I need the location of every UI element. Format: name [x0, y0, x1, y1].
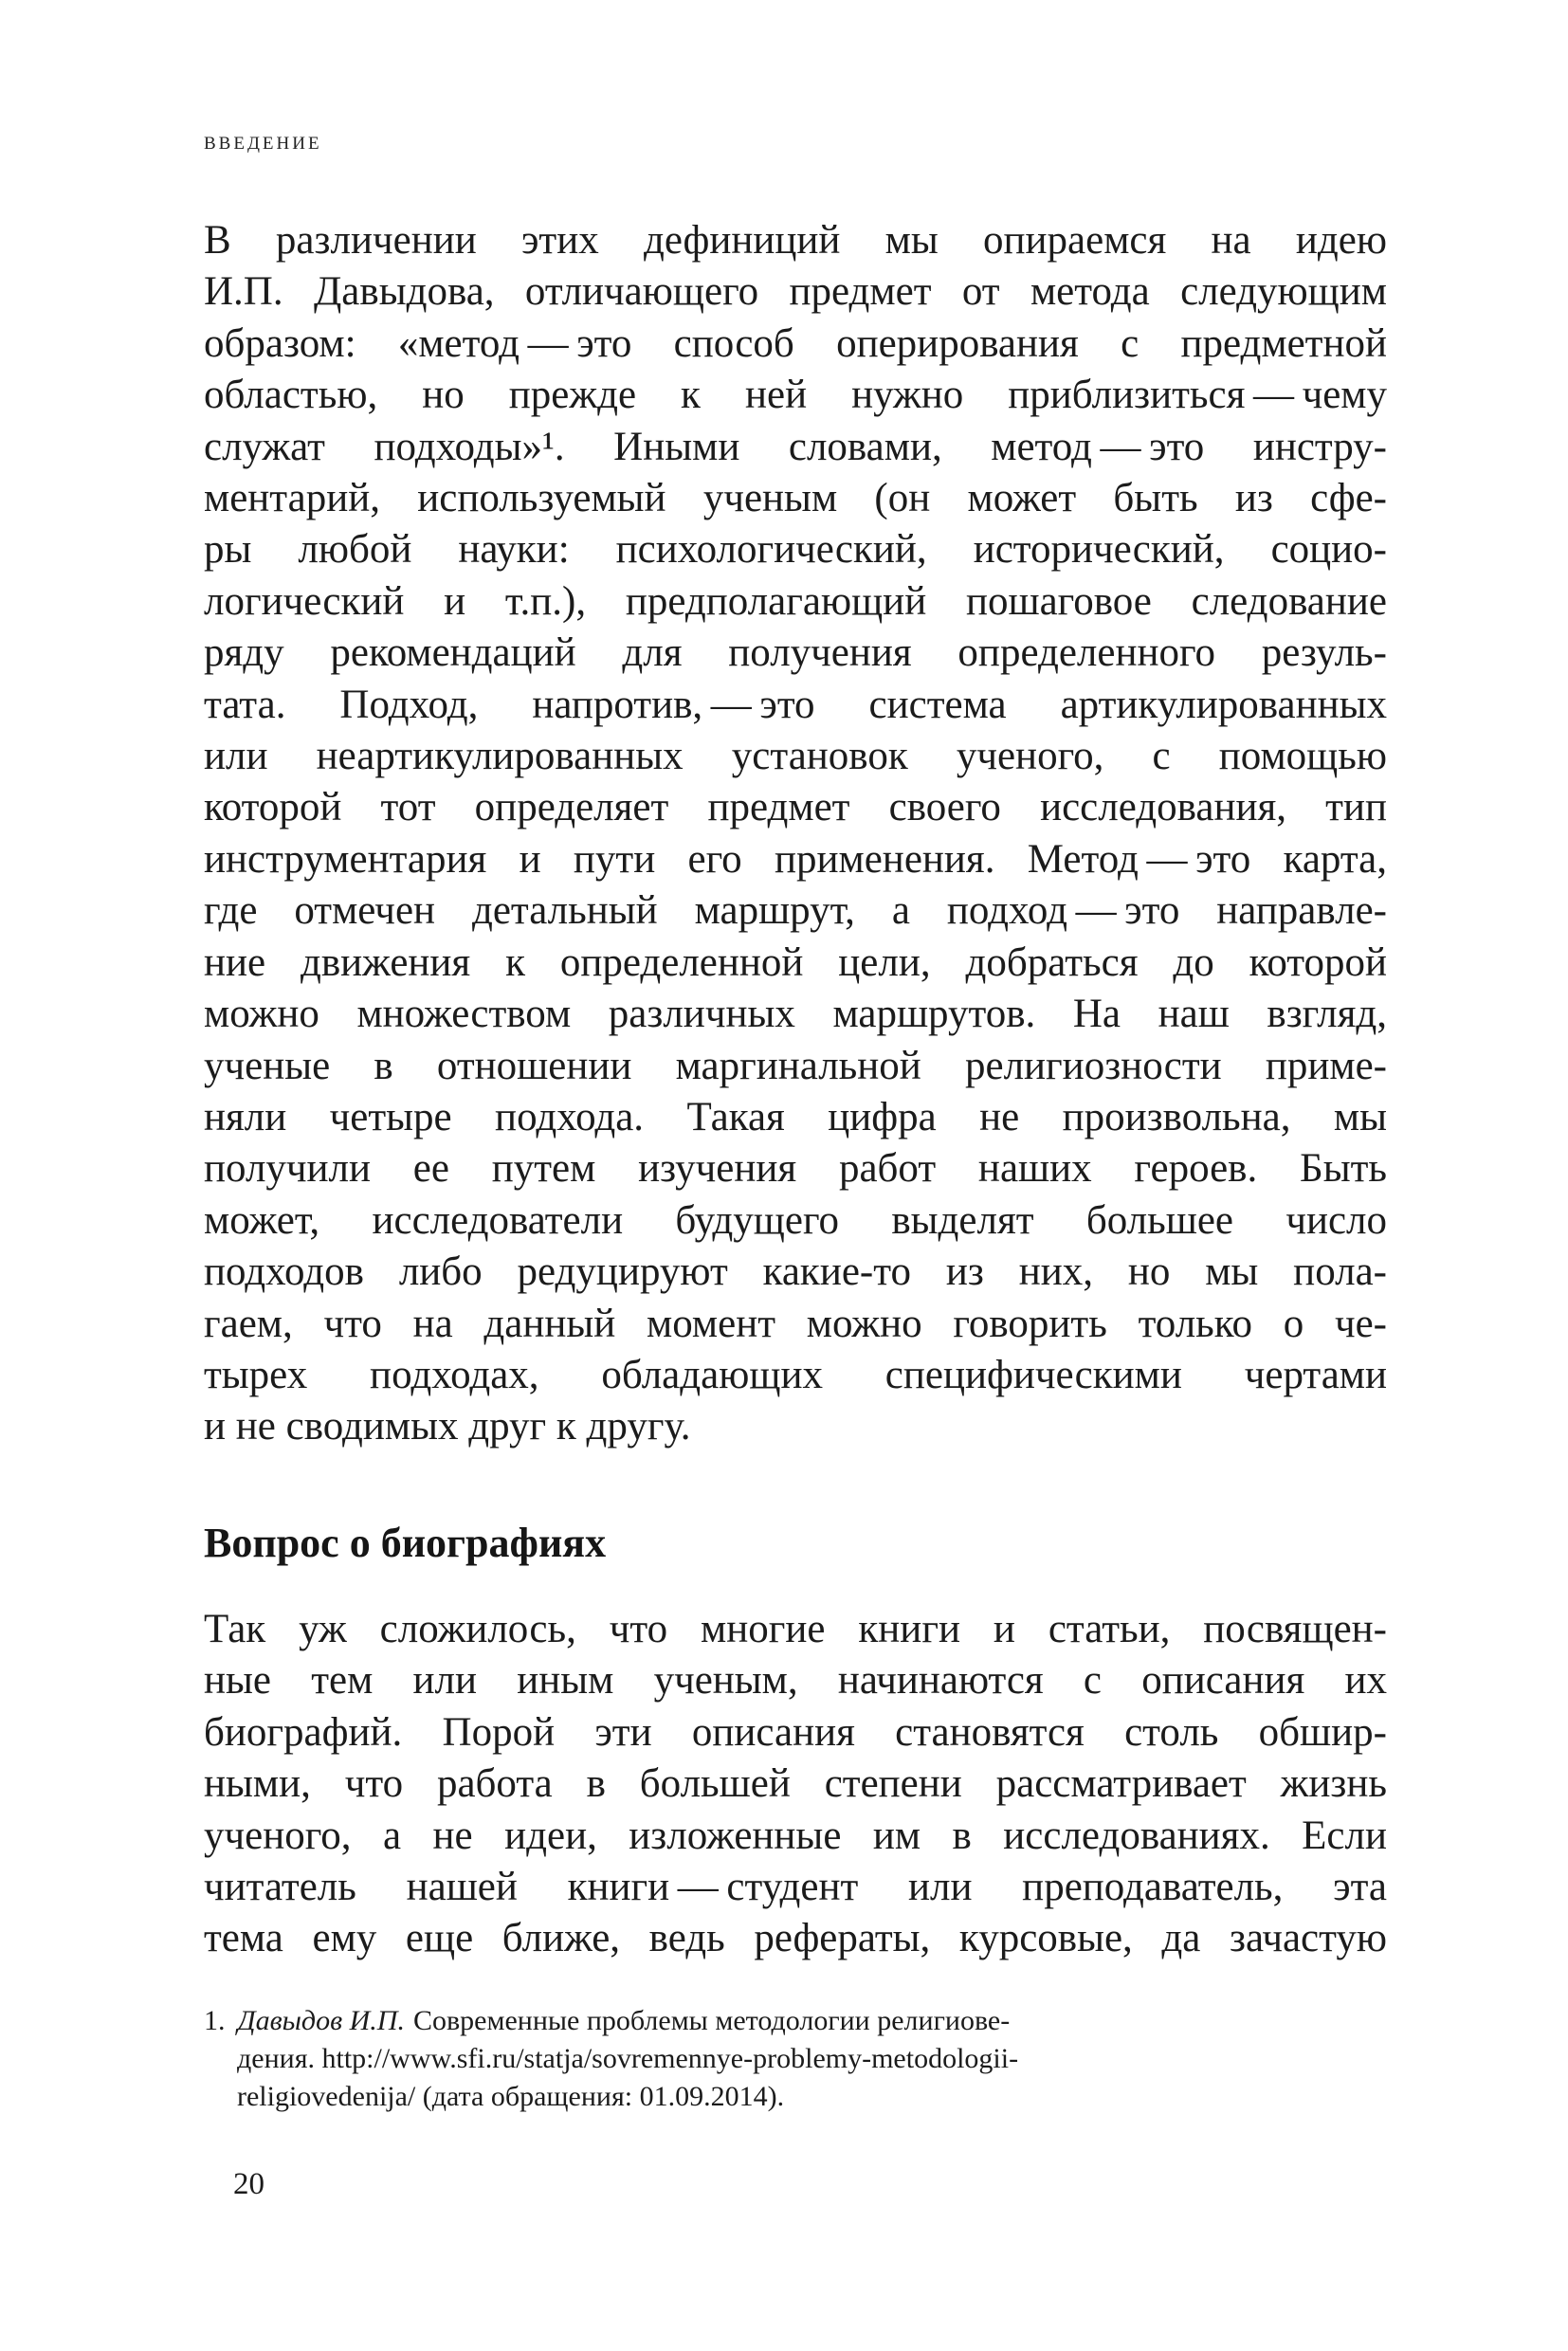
text-line: ментарий, используемый ученым (он может быть из сфе- [204, 476, 1387, 521]
text-line: подходов либо редуцируют какие-то из них, но мы пола- [204, 1249, 1387, 1295]
text-line: Так уж сложилось, что многие книги и статьи, посвящен- [204, 1607, 1387, 1651]
text-line: гаем, что на данный момент можно говорить только о че- [204, 1301, 1387, 1346]
footnote-number: 1. [204, 2005, 226, 2036]
text-line: И.П. Давыдова, отличающего предмет от метода следующим [204, 269, 1387, 315]
text-line: читатель нашей книги — студент или преподаватель, эта [204, 1865, 1387, 1910]
footnote-line: дения. http://www.sfi.ru/statja/sovremennye-problemy-metodologii- [237, 2043, 1019, 2074]
text-line: няли четыре подхода. Такая цифра не произвольна, мы [204, 1094, 1387, 1139]
footnote-line [204, 2002, 1387, 2040]
text-line: или неартикулированных установок ученого, с помощью [204, 734, 1387, 779]
section-heading: Вопрос о биографиях [204, 1520, 607, 1566]
text-line: тема ему еще ближе, ведь рефераты, курсовые, да зачастую [204, 1916, 1387, 1961]
text-line: тырех подходах, обладающих специфическими чертами [204, 1352, 1387, 1397]
text-line: биографий. Порой эти описания становятся столь обшир- [204, 1709, 1387, 1755]
text-line: получили ее путем изучения работ наших героев. Быть [204, 1146, 1387, 1192]
footnote-author: Давыдов И.П. [237, 2005, 405, 2036]
text-line: служат подходы»¹. Иными словами, метод — это инстру- [204, 424, 1387, 469]
text-line: ученые в отношении маргинальной религиозности приме- [204, 1043, 1387, 1088]
text-line: В различении этих дефиниций мы опираемся на идею [204, 218, 1387, 263]
biographies-paragraph [204, 1604, 1387, 1965]
footnote [204, 2002, 1387, 2116]
text-line: тата. Подход, напротив, — это система артикулированных [204, 682, 1387, 727]
footnote-text: Современные проблемы методологии религиове- [412, 2005, 1011, 2036]
text-line: и не сводимых друг к другу. [204, 1404, 691, 1449]
text-line: ры любой науки: психологический, исторический, социо- [204, 527, 1387, 573]
text-line: ные тем или иным ученым, начинаются с описания их [204, 1658, 1387, 1704]
text-line: где отмечен детальный маршрут, а подход — это направле- [204, 888, 1387, 934]
page-number: 20 [233, 2167, 264, 2201]
footnote-line: religiovedenija/ (дата обращения: 01.09.2014). [237, 2081, 785, 2112]
text-line: может, исследователи будущего выделят большее число [204, 1197, 1387, 1243]
text-line: ние движения к определенной цели, добраться до которой [204, 939, 1387, 985]
text-line: логический и т.п.), предполагающий пошаговое следование [204, 578, 1387, 624]
text-line: ряду рекомендаций для получения определенного резуль- [204, 630, 1387, 676]
text-line: ными, что работа в большей степени рассматривает жизнь [204, 1761, 1387, 1807]
text-line: можно множеством различных маршрутов. На наш взгляд, [204, 992, 1387, 1037]
intro-paragraph [204, 215, 1387, 1453]
text-line: которой тот определяет предмет своего исследования, тип [204, 785, 1387, 830]
text-line: ученого, а не идеи, изложенные им в исследованиях. Если [204, 1813, 1387, 1858]
text-line: областью, но прежде к ней нужно приблизиться — чему [204, 373, 1387, 418]
text-line: образом: «метод — это способ оперирования с предметной [204, 320, 1387, 366]
text-line: инструментария и пути его применения. Метод — это карта, [204, 836, 1387, 882]
running-head: ВВЕДЕНИЕ [204, 134, 322, 154]
